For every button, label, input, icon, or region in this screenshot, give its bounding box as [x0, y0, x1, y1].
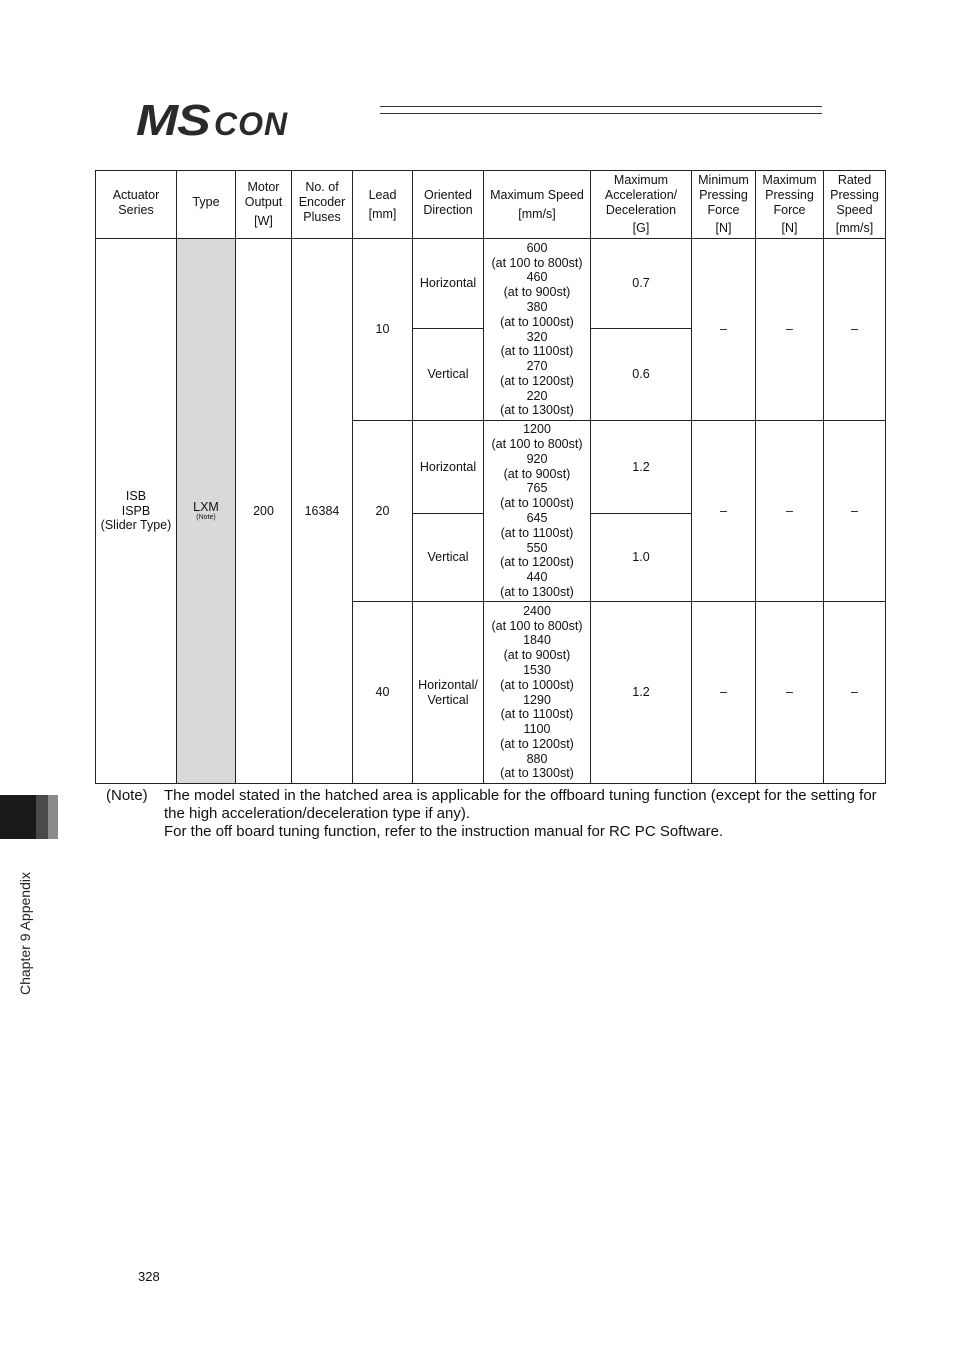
- mscon-logo: [136, 96, 288, 146]
- max-force-cell: –: [756, 421, 824, 602]
- accel-cell: 1.0: [591, 514, 692, 602]
- min-force-cell: –: [692, 239, 756, 421]
- header-cell: No. of Encoder Pluses: [292, 171, 353, 239]
- header-rule-top: [380, 106, 822, 107]
- lead-cell: 20: [353, 421, 413, 602]
- header-cell: Maximum Pressing Force [N]: [756, 171, 824, 239]
- max-speed-cell: 600 (at 100 to 800st) 460 (at to 900st) 380 (at to 1000st) 320 (at to 1100st) 270 (at to 1200st) 220 (at to 1300st): [484, 239, 591, 421]
- max-speed-cell: 1200 (at 100 to 800st) 920 (at to 900st) 765 (at to 1000st) 645 (at to 1100st) 550 (at to 1200st) 440 (at to 1300st): [484, 421, 591, 602]
- chapter-tab-dark: [36, 795, 48, 839]
- header-row: [96, 171, 886, 239]
- logo-ms: MS: [136, 96, 210, 145]
- page-number: 328: [138, 1269, 160, 1284]
- max-force-cell: –: [756, 239, 824, 421]
- header-cell: Lead [mm]: [353, 171, 413, 239]
- note-label: (Note): [106, 787, 148, 804]
- direction-cell: Vertical: [413, 514, 484, 602]
- min-force-cell: –: [692, 421, 756, 602]
- accel-cell: 1.2: [591, 421, 692, 514]
- lead-cell: 10: [353, 239, 413, 421]
- type-cell: LXM (Note): [177, 239, 236, 784]
- accel-cell: 1.2: [591, 602, 692, 784]
- chapter-label: Chapter 9 Appendix: [17, 872, 33, 995]
- table-row: [96, 239, 886, 329]
- direction-cell: Vertical: [413, 329, 484, 421]
- note-line-1: The model stated in the hatched area is applicable for the offboard tuning function (except for the setting for the high acceleration/deceleration type if any).: [164, 787, 877, 822]
- header-cell: Oriented Direction: [413, 171, 484, 239]
- rated-speed-cell: –: [824, 602, 886, 784]
- motor-output-cell: 200: [236, 239, 292, 784]
- min-force-cell: –: [692, 602, 756, 784]
- accel-cell: 0.6: [591, 329, 692, 421]
- max-speed-cell: 2400 (at 100 to 800st) 1840 (at to 900st) 1530 (at to 1000st) 1290 (at to 1100st) 1100 (at to 1200st) 880 (at to 1300st): [484, 602, 591, 784]
- header-cell: Rated Pressing Speed [mm/s]: [824, 171, 886, 239]
- actuator-spec-table: [95, 170, 886, 784]
- direction-cell: Horizontal: [413, 421, 484, 514]
- rated-speed-cell: –: [824, 421, 886, 602]
- header-cell: Maximum Speed [mm/s]: [484, 171, 591, 239]
- header-cell: Maximum Acceleration/ Deceleration [G]: [591, 171, 692, 239]
- accel-cell: 0.7: [591, 239, 692, 329]
- header-cell: Actuator Series: [96, 171, 177, 239]
- max-force-cell: –: [756, 602, 824, 784]
- lead-cell: 40: [353, 602, 413, 784]
- note-line-2: For the off board tuning function, refer to the instruction manual for RC PC Software.: [164, 823, 724, 840]
- header-cell: Minimum Pressing Force [N]: [692, 171, 756, 239]
- direction-cell: Horizontal/ Vertical: [413, 602, 484, 784]
- logo-con: CON: [214, 106, 289, 142]
- direction-cell: Horizontal: [413, 239, 484, 329]
- chapter-tab-black: [0, 795, 36, 839]
- rated-speed-cell: –: [824, 239, 886, 421]
- header-cell: Type: [177, 171, 236, 239]
- chapter-tab-grey: [48, 795, 58, 839]
- note-text: [164, 787, 884, 841]
- actuator-series-cell: ISB ISPB (Slider Type): [96, 239, 177, 784]
- encoder-cell: 16384: [292, 239, 353, 784]
- header-rule-bottom: [380, 113, 822, 114]
- header-cell: Motor Output [W]: [236, 171, 292, 239]
